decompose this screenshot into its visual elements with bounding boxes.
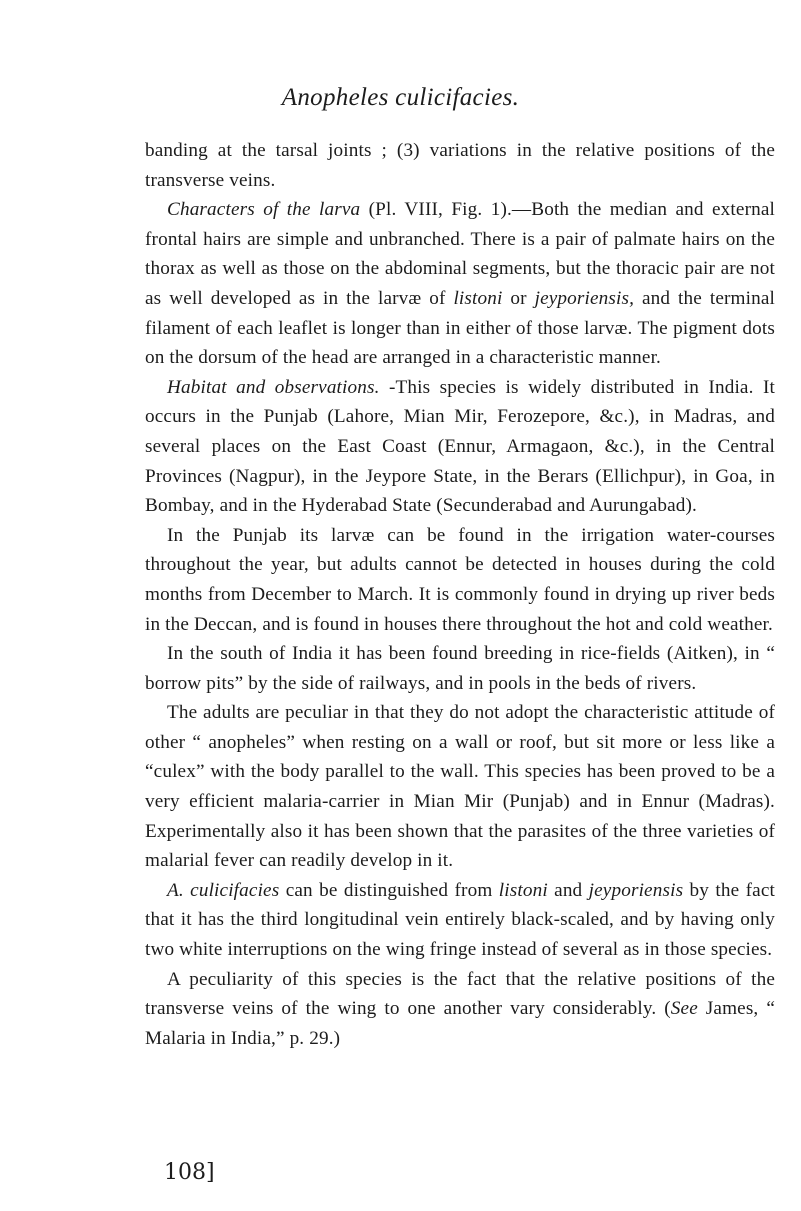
paragraph-south-india <box>145 639 775 698</box>
text-run: and the terminal filament of each leaflet is longer than in either of those larvæ. The pigment dots on the dorsum of the head are arranged in a characteristic manner. <box>145 287 775 369</box>
section-heading: Habitat and observations. <box>167 376 380 398</box>
body-text <box>145 136 775 1053</box>
text-run: James, “ Malaria in India,” p. 29.) <box>145 998 775 1049</box>
paragraph-adults <box>145 698 775 876</box>
text-run: can be distinguished from <box>279 879 499 901</box>
text-run: -This species is widely distributed in India. It occurs in the Punjab (Lahore, Mian Mir, Ferozepore, &c.), in Madras, and several places on the East Coast (Ennur, Armagaon, &c.), in the Central Provinces (Nagpur), in the Jeypore State, in the Berars (Ellichpur), in Goa, in Bombay, and in the Hyderabad State (Secunderabad and Aurungabad). <box>145 376 775 517</box>
page-number: 108] <box>164 1160 215 1185</box>
text-run: In the Punjab its larvæ can be found in the irrigation water-courses throughout the year, but adults cannot be detected in houses during the cold months from December to March. It is commonly found in drying up river beds in the Deccan, and is found in houses there throughout the hot and cold weather. <box>145 524 775 635</box>
reference-see: See <box>670 998 698 1020</box>
paragraph-larva-characters <box>145 195 775 373</box>
running-title: Anopheles culicifacies. <box>281 84 520 111</box>
paragraph-peculiarity <box>145 965 775 1054</box>
text-run: A peculiarity of this species is the fact that the relative positions of the transverse veins of the wing to one another vary considerably. ( <box>145 968 775 1020</box>
species-name: listoni <box>498 879 548 901</box>
text-run: In the south of India it has been found breeding in rice-fields (Aitken), in “ borrow pits” by the side of railways, and in pools in the beds of rivers. <box>145 643 775 694</box>
paragraph-punjab <box>145 521 775 639</box>
text-run: by the fact that it has the third longitudinal vein entirely black-scaled, and by having only two white interruptions on the wing fringe instead of several as in those species. <box>145 879 775 961</box>
text-run: and <box>547 879 589 901</box>
species-name: listoni <box>453 287 503 309</box>
text-run: or <box>502 287 535 309</box>
species-name: jeyporiensis <box>588 879 684 901</box>
text-run: The adults are peculiar in that they do not adopt the characteristic attitude of other “ anopheles” when resting on a wall or roof, but sit more or less like a “culex” with the body parallel to the wall. This species has been proved to be a very efficient malaria-carrier in Mian Mir (Punjab) and in Ennur (Madras). Experimentally also it has been shown that the parasites of the three varieties of malarial fever can readily develop in it. <box>145 702 775 872</box>
text-run: banding at the tarsal joints ; (3) variations in the relative positions of the transverse veins. <box>145 140 775 191</box>
text-run: (Pl. VIII, Fig. 1).—Both the median and external frontal hairs are simple and unbranched. There is a pair of palmate hairs on the thorax as well as those on the abdominal segments, but the thoracic pair are not as well developed as in the larvæ of <box>145 199 775 309</box>
paragraph-distinction <box>145 876 775 965</box>
section-heading: Characters of the larva <box>167 199 361 221</box>
paragraph-continuation <box>145 136 775 195</box>
paragraph-habitat <box>145 373 775 521</box>
species-name: A. culicifacies <box>167 879 280 901</box>
species-name: jeyporiensis, <box>534 287 635 309</box>
